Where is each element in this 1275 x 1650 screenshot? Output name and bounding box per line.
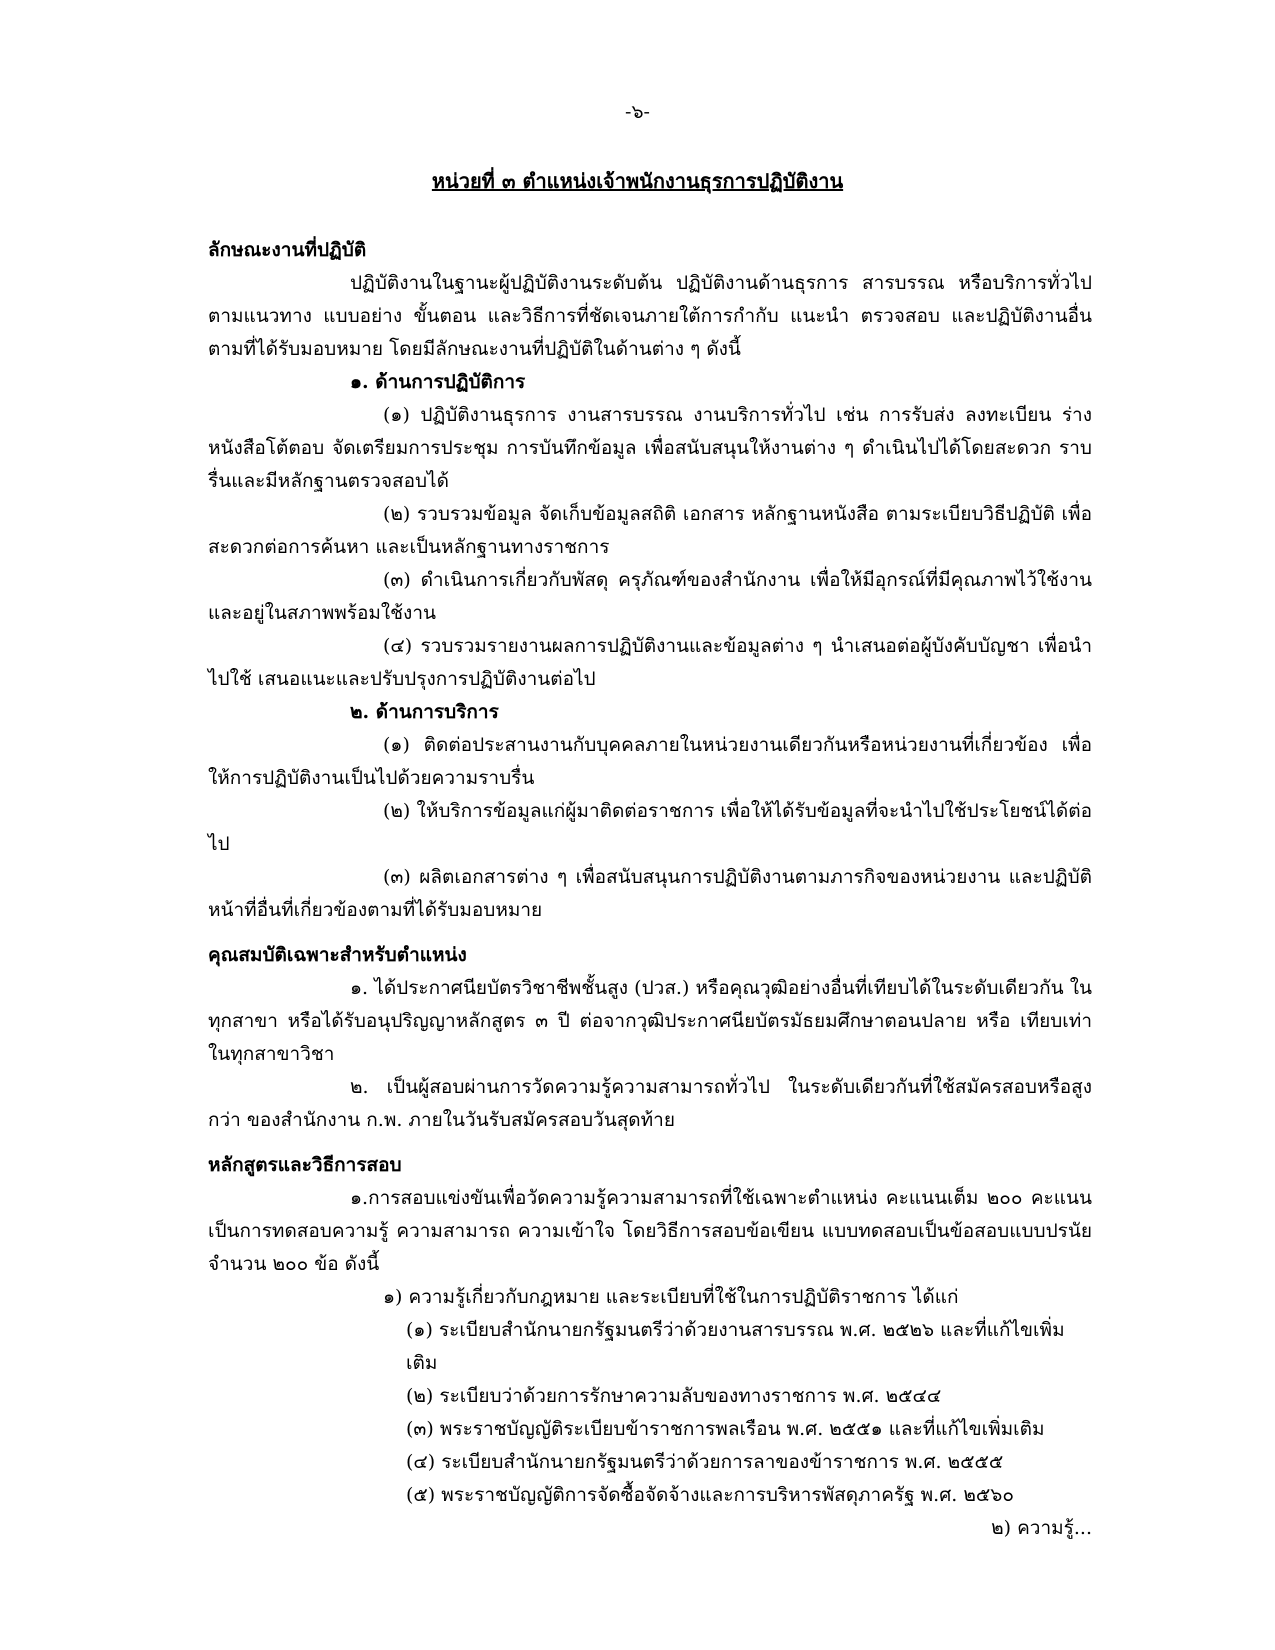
- law-item: (๕) พระราชบัญญัติการจัดซื้อจัดจ้างและการบริหารพัสดุภาครัฐ พ.ศ. ๒๕๖๐: [406, 1484, 1014, 1506]
- law-item: (๔) ระเบียบสำนักนายกรัฐมนตรีว่าด้วยการลาของข้าราชการ พ.ศ. ๒๕๕๕: [406, 1451, 1004, 1473]
- section-heading-job-nature: ลักษณะงานที่ปฏิบัติ: [208, 239, 367, 261]
- section-heading-qualifications: คุณสมบัติเฉพาะสำหรับตำแหน่ง: [208, 944, 467, 966]
- services-item: (๒) ให้บริการข้อมูลแก่ผู้มาติดต่อราชการ เพื่อให้ได้รับข้อมูลที่จะนำไปใช้ประโยชน์ได้ต่อไป: [208, 800, 1092, 855]
- qualification-item: ๒. เป็นผู้สอบผ่านการวัดความรู้ความสามารถทั่วไป ในระดับเดียวกันที่ใช้สมัครสอบหรือสูงกว่า ของสำนักงาน ก.พ. ภายในวันรับสมัครสอบวันสุดท้าย: [208, 1076, 1092, 1131]
- exam-intro: ๑.การสอบแข่งขันเพื่อวัดความรู้ความสามารถที่ใช้เฉพาะตำแหน่ง คะแนนเต็ม ๒๐๐ คะแนน เป็นการทดสอบความรู้ ความสามารถ ความเข้าใจ โดยวิธีการสอบข้อเขียน แบบทดสอบเป็นข้อสอบแบบปรนัย จำนวน ๒๐๐ ข้อ ดังนี้: [208, 1187, 1092, 1275]
- page-number: -๖-: [625, 101, 650, 123]
- document-body: [208, 234, 1092, 1545]
- services-item: (๓) ผลิตเอกสารต่าง ๆ เพื่อสนับสนุนการปฏิบัติงานตามภารกิจของหน่วยงาน และปฏิบัติ หน้าที่อื่นที่เกี่ยวข้องตามที่ได้รับมอบหมาย: [208, 866, 1092, 921]
- operations-item: (๔) รวบรวมรายงานผลการปฏิบัติงานและข้อมูลต่าง ๆ นำเสนอต่อผู้บังคับบัญชา เพื่อนำไปใช้ เสนอแนะและปรับปรุงการปฏิบัติงานต่อไป: [208, 635, 1092, 690]
- operations-item: (๓) ดำเนินการเกี่ยวกับพัสดุ ครุภัณฑ์ของสำนักงาน เพื่อให้มีอุกรณ์ที่มีคุณภาพไว้ใช้งาน และอยู่ในสภาพพร้อมใช้งาน: [208, 569, 1092, 624]
- services-item: (๑) ติดต่อประสานงานกับบุคคลภายในหน่วยงานเดียวกันหรือหน่วยงานที่เกี่ยวข้อง เพื่อให้การปฏิบัติงานเป็นไปด้วยความราบรื่น: [208, 734, 1092, 789]
- job-nature-intro: ปฏิบัติงานในฐานะผู้ปฏิบัติงานระดับต้น ปฏิบัติงานด้านธุรการ สารบรรณ หรือบริการทั่วไป ตามแนวทาง แบบอย่าง ขั้นตอน และวิธีการที่ชัดเจนภายใต้การกำกับ แนะนำ ตรวจสอบ และปฏิบัติงานอื่น ตามที่ได้รับมอบหมาย โดยมีลักษณะงานที่ปฏิบัติในด้านต่าง ๆ ดังนี้: [208, 272, 1092, 360]
- law-item: (๑) ระเบียบสำนักนายกรัฐมนตรีว่าด้วยงานสารบรรณ พ.ศ. ๒๕๒๖ และที่แก้ไขเพิ่มเติม: [406, 1319, 1065, 1374]
- continuation-marker: ๒) ความรู้...: [991, 1517, 1092, 1539]
- exam-topic-1: ๑) ความรู้เกี่ยวกับกฎหมาย และระเบียบที่ใช้ในการปฏิบัติราชการ ได้แก่: [383, 1286, 959, 1308]
- operations-item: (๑) ปฏิบัติงานธุรการ งานสารบรรณ งานบริการทั่วไป เช่น การรับส่ง ลงทะเบียน ร่างหนังสือโต้ตอบ จัดเตรียมการประชุม การบันทึกข้อมูล เพื่อสนับสนุนให้งานต่าง ๆ ดำเนินไปได้โดยสะดวก ราบรื่นและมีหลักฐานตรวจสอบได้: [208, 404, 1092, 492]
- section-heading-exam: หลักสูตรและวิธีการสอบ: [208, 1154, 402, 1176]
- subsection-heading-services: ๒. ด้านการบริการ: [350, 701, 499, 723]
- subsection-heading-operations: ๑. ด้านการปฏิบัติการ: [350, 371, 526, 393]
- qualification-item: ๑. ได้ประกาศนียบัตรวิชาชีพชั้นสูง (ปวส.) หรือคุณวุฒิอย่างอื่นที่เทียบได้ในระดับเดียวกัน ในทุกสาขา หรือได้รับอนุปริญญาหลักสูตร ๓ ปี ต่อจากวุฒิประกาศนียบัตรมัธยมศึกษาตอนปลาย หรือ เทียบเท่าในทุกสาขาวิชา: [208, 977, 1092, 1065]
- law-item: (๒) ระเบียบว่าด้วยการรักษาความลับของทางราชการ พ.ศ. ๒๕๔๔: [406, 1385, 942, 1407]
- page-title: หน่วยที่ ๓ ตำแหน่งเจ้าพนักงานธุรการปฏิบัติงาน: [431, 169, 844, 193]
- law-item: (๓) พระราชบัญญัติระเบียบข้าราชการพลเรือน พ.ศ. ๒๕๕๑ และที่แก้ไขเพิ่มเติม: [406, 1418, 1045, 1440]
- operations-item: (๒) รวบรวมข้อมูล จัดเก็บข้อมูลสถิติ เอกสาร หลักฐานหนังสือ ตามระเบียบวิธีปฏิบัติ เพื่อสะดวกต่อการค้นหา และเป็นหลักฐานทางราชการ: [208, 503, 1092, 558]
